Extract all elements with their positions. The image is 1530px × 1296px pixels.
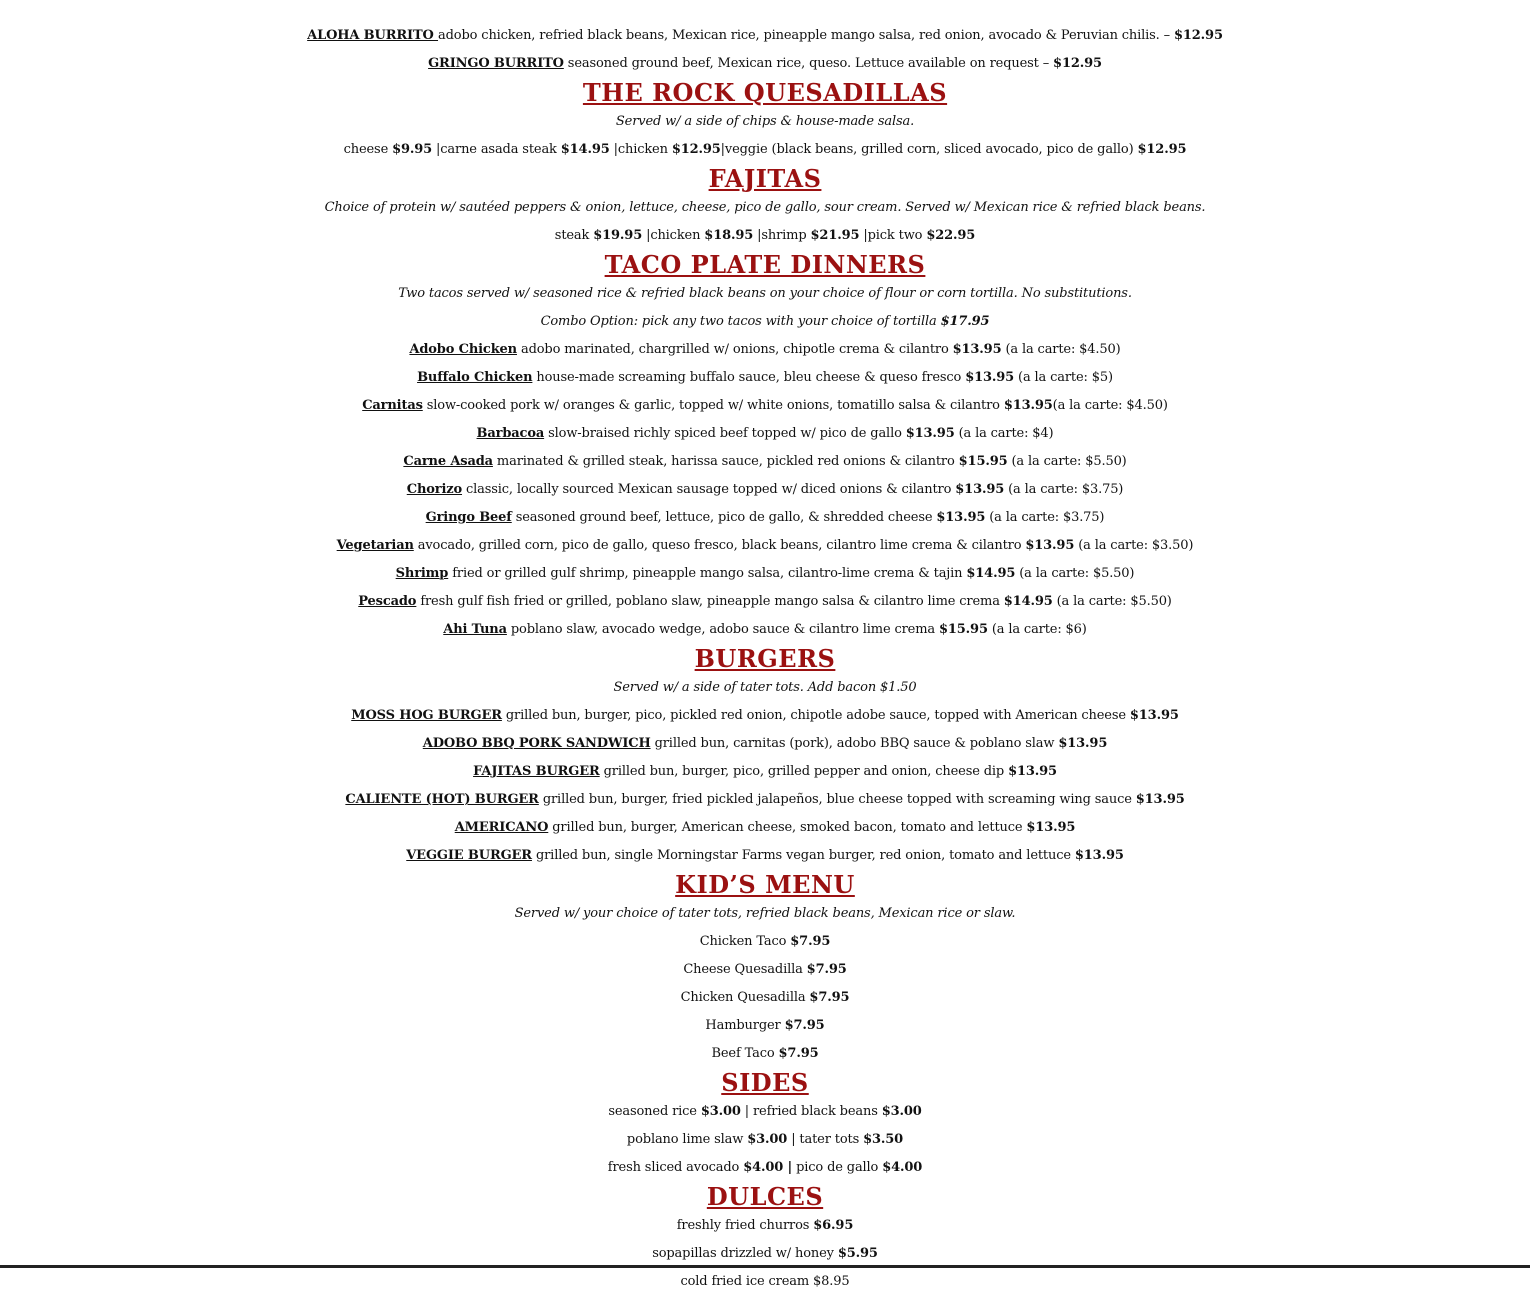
taco-item <box>0 616 1530 644</box>
kids-item <box>0 1040 1530 1068</box>
item-description: grilled bun, burger, American cheese, smoked bacon, tomato and lettuce <box>548 820 1027 835</box>
item-label: Chicken Taco <box>699 934 791 949</box>
item-name: Carnitas <box>362 398 423 413</box>
item-price: $14.95 <box>1003 594 1053 609</box>
item-price: $5.95 <box>837 1246 878 1261</box>
burrito-item <box>0 50 1530 78</box>
taco-item <box>0 532 1530 560</box>
item-name: Barbacoa <box>476 426 545 441</box>
burger-item <box>0 730 1530 758</box>
burger-list <box>0 702 1530 870</box>
burger-item <box>0 842 1530 870</box>
item-price: $12.95 <box>1173 28 1223 43</box>
item-price: $13.95 <box>1003 398 1053 413</box>
item-a-la-carte: (a la carte: $4.50) <box>1001 342 1121 357</box>
section-heading-dulces: DULCES <box>706 1182 824 1211</box>
option-label: |chicken <box>609 142 672 157</box>
item-price: $13.95 <box>1135 792 1185 807</box>
taco-item <box>0 504 1530 532</box>
kids-item <box>0 956 1530 984</box>
item-description: poblano slaw, avocado wedge, adobo sauce & cilantro lime crema <box>506 622 939 637</box>
item-description: seasoned ground beef, lettuce, pico de gallo, & shredded cheese <box>511 510 937 525</box>
option-price: $14.95 <box>560 142 610 157</box>
burrito-item <box>0 22 1530 50</box>
item-price: $7.95 <box>809 990 850 1005</box>
item-description: slow-cooked pork w/ oranges & garlic, topped w/ white onions, tomatillo salsa & cilantro <box>422 398 1004 413</box>
item-description: grilled bun, carnitas (pork), adobo BBQ sauce & poblano slaw <box>650 736 1059 751</box>
dulces-item <box>0 1212 1530 1240</box>
option-price: $12.95 <box>671 142 721 157</box>
section-heading-fajitas: FAJITAS <box>708 164 822 193</box>
burger-item <box>0 702 1530 730</box>
item-price: $13.95 <box>1008 764 1057 779</box>
option-price: $9.95 <box>392 142 433 157</box>
item-price: $15.95 <box>939 622 988 637</box>
section-heading-tacos: TACO PLATE DINNERS <box>604 250 926 279</box>
side-label: pico de gallo <box>792 1160 883 1175</box>
side-price: $3.50 <box>863 1132 904 1147</box>
item-a-la-carte: (a la carte: $6) <box>987 622 1087 637</box>
item-description: house-made screaming buffalo sauce, bleu cheese & queso fresco <box>532 370 966 385</box>
side-price: $3.00 <box>700 1104 741 1119</box>
fajita-options <box>0 222 1530 250</box>
section-note: Served w/ your choice of tater tots, refried black beans, Mexican rice or slaw. <box>514 906 1016 921</box>
option-label: |carne asada steak <box>432 142 561 157</box>
option-label: cheese <box>343 142 393 157</box>
item-name: AMERICANO <box>454 820 549 835</box>
item-name: Carne Asada <box>403 454 493 469</box>
item-price: $7.95 <box>790 934 831 949</box>
taco-item <box>0 476 1530 504</box>
item-name: CALIENTE (HOT) BURGER <box>345 792 539 807</box>
item-name: Vegetarian <box>336 538 414 553</box>
option-label: |chicken <box>642 228 705 243</box>
taco-item <box>0 420 1530 448</box>
item-name: Ahi Tuna <box>443 622 507 637</box>
section-heading-kids: KID’S MENU <box>675 870 855 899</box>
item-price: $13.95 <box>905 426 955 441</box>
option-label: |shrimp <box>753 228 811 243</box>
item-description: grilled bun, burger, fried pickled jalapeños, blue cheese topped with screaming wing sauce <box>538 792 1136 807</box>
taco-item <box>0 336 1530 364</box>
section-heading-quesadillas: THE ROCK QUESADILLAS <box>582 78 948 107</box>
item-description: avocado, grilled corn, pico de gallo, queso fresco, black beans, cilantro lime crema & cilantro <box>413 538 1026 553</box>
item-description: seasoned ground beef, Mexican rice, queso. Lettuce available on request – <box>563 56 1054 71</box>
item-name: VEGGIE BURGER <box>406 848 532 863</box>
item-a-la-carte: (a la carte: $3.75) <box>985 510 1105 525</box>
item-description: slow-braised richly spiced beef topped w/ pico de gallo <box>544 426 906 441</box>
item-label: Hamburger <box>705 1018 785 1033</box>
burger-item <box>0 758 1530 786</box>
sides-row <box>0 1098 1530 1126</box>
item-price: $12.95 <box>1053 56 1102 71</box>
side-label: | tater tots <box>787 1132 864 1147</box>
option-price: $21.95 <box>810 228 860 243</box>
side-label: fresh sliced avocado <box>607 1160 744 1175</box>
side-price: $4.00 | <box>743 1160 793 1175</box>
item-a-la-carte: (a la carte: $4) <box>954 426 1054 441</box>
taco-item <box>0 588 1530 616</box>
taco-item <box>0 364 1530 392</box>
taco-item <box>0 448 1530 476</box>
section-heading-sides: SIDES <box>721 1068 809 1097</box>
section-note: Served w/ a side of tater tots. Add bacon $1.50 <box>613 680 917 695</box>
side-label: | refried black beans <box>740 1104 882 1119</box>
item-label: Chicken Quesadilla <box>680 990 810 1005</box>
item-name: ADOBO BBQ PORK SANDWICH <box>422 736 651 751</box>
combo-text: Combo Option: pick any two tacos with your choice of tortilla <box>540 314 941 329</box>
partial-bottom-line: cold fried ice cream $8.95 <box>680 1274 850 1289</box>
dulces-list <box>0 1212 1530 1268</box>
kids-list <box>0 928 1530 1068</box>
side-price: $3.00 <box>747 1132 788 1147</box>
side-price: $3.00 <box>881 1104 922 1119</box>
item-a-la-carte: (a la carte: $5.50) <box>1015 566 1135 581</box>
item-description: marinated & grilled steak, harissa sauce, pickled red onions & cilantro <box>492 454 959 469</box>
side-price: $4.00 <box>882 1160 923 1175</box>
taco-list <box>0 336 1530 644</box>
section-note: Choice of protein w/ sautéed peppers & onion, lettuce, cheese, pico de gallo, sour cream. Served w/ Mexican rice & refried black beans. <box>324 200 1206 215</box>
item-label: freshly fried churros <box>676 1218 814 1233</box>
item-price: $13.95 <box>936 510 986 525</box>
item-a-la-carte: (a la carte: $3.50) <box>1074 538 1194 553</box>
item-price: $13.95 <box>1074 848 1124 863</box>
item-name: MOSS HOG BURGER <box>351 708 502 723</box>
item-price: $6.95 <box>813 1218 854 1233</box>
item-price: $13.95 <box>965 370 1015 385</box>
item-a-la-carte: (a la carte: $5.50) <box>1007 454 1127 469</box>
quesadilla-options <box>0 136 1530 164</box>
item-price: $13.95 <box>1025 538 1075 553</box>
kids-item <box>0 1012 1530 1040</box>
taco-item <box>0 392 1530 420</box>
item-description: grilled bun, burger, pico, grilled pepper and onion, cheese dip <box>599 764 1009 779</box>
burger-item <box>0 786 1530 814</box>
taco-item <box>0 560 1530 588</box>
item-name: Shrimp <box>395 566 449 581</box>
section-note: Two tacos served w/ seasoned rice & refried black beans on your choice of flour or corn tortilla. No substitutions. <box>398 286 1132 301</box>
item-price: $13.95 <box>1058 736 1108 751</box>
sides-row <box>0 1126 1530 1154</box>
option-label: |veggie (black beans, grilled corn, sliced avocado, pico de gallo) <box>720 142 1138 157</box>
option-label: steak <box>554 228 594 243</box>
combo-price: $17.95 <box>940 314 990 329</box>
item-name: Buffalo Chicken <box>417 370 533 385</box>
item-name: Adobo Chicken <box>409 342 517 357</box>
item-label: sopapillas drizzled w/ honey <box>652 1246 838 1261</box>
item-description: adobo marinated, chargrilled w/ onions, chipotle crema & cilantro <box>516 342 953 357</box>
item-name: ALOHA BURRITO <box>307 28 439 43</box>
item-name: Chorizo <box>406 482 463 497</box>
item-name: FAJITAS BURGER <box>473 764 600 779</box>
kids-item <box>0 984 1530 1012</box>
item-label: Beef Taco <box>711 1046 779 1061</box>
option-price: $19.95 <box>593 228 643 243</box>
side-label: poblano lime slaw <box>626 1132 748 1147</box>
burger-item <box>0 814 1530 842</box>
option-price: $12.95 <box>1137 142 1187 157</box>
item-price: $13.95 <box>952 342 1002 357</box>
item-a-la-carte: (a la carte: $4.50) <box>1052 398 1168 413</box>
combo-option <box>0 308 1530 336</box>
option-price: $18.95 <box>704 228 754 243</box>
item-description: grilled bun, single Morningstar Farms vegan burger, red onion, tomato and lettuce <box>531 848 1075 863</box>
item-name: Gringo Beef <box>425 510 512 525</box>
item-price: $15.95 <box>958 454 1008 469</box>
item-a-la-carte: (a la carte: $5) <box>1014 370 1113 385</box>
side-label: seasoned rice <box>608 1104 701 1119</box>
item-description: classic, locally sourced Mexican sausage topped w/ diced onions & cilantro <box>462 482 956 497</box>
item-price: $7.95 <box>806 962 847 977</box>
item-description: fried or grilled gulf shrimp, pineapple mango salsa, cilantro-lime crema & tajin <box>448 566 967 581</box>
item-name: GRINGO BURRITO <box>428 56 564 71</box>
item-price: $7.95 <box>778 1046 819 1061</box>
item-label: Cheese Quesadilla <box>683 962 807 977</box>
dulces-item <box>0 1240 1530 1268</box>
sides-row <box>0 1154 1530 1182</box>
option-label: |pick two <box>859 228 927 243</box>
item-price: $13.95 <box>955 482 1005 497</box>
item-a-la-carte: (a la carte: $3.75) <box>1004 482 1124 497</box>
section-note: Served w/ a side of chips & house-made salsa. <box>615 114 915 129</box>
item-description: grilled bun, burger, pico, pickled red onion, chipotle adobe sauce, topped with American cheese <box>501 708 1130 723</box>
sides-list <box>0 1098 1530 1182</box>
item-a-la-carte: (a la carte: $5.50) <box>1052 594 1172 609</box>
item-price: $7.95 <box>784 1018 825 1033</box>
section-heading-burgers: BURGERS <box>694 644 836 673</box>
item-price: $13.95 <box>1026 820 1076 835</box>
item-description: adobo chicken, refried black beans, Mexican rice, pineapple mango salsa, red onion, avocado & Peruvian chilis. – <box>438 28 1174 43</box>
item-price: $14.95 <box>966 566 1016 581</box>
item-price: $13.95 <box>1129 708 1179 723</box>
item-name: Pescado <box>358 594 417 609</box>
partial-top-line <box>0 0 1530 22</box>
kids-item <box>0 928 1530 956</box>
option-price: $22.95 <box>926 228 976 243</box>
item-description: fresh gulf fish fried or grilled, poblano slaw, pineapple mango salsa & cilantro lime crema <box>416 594 1004 609</box>
